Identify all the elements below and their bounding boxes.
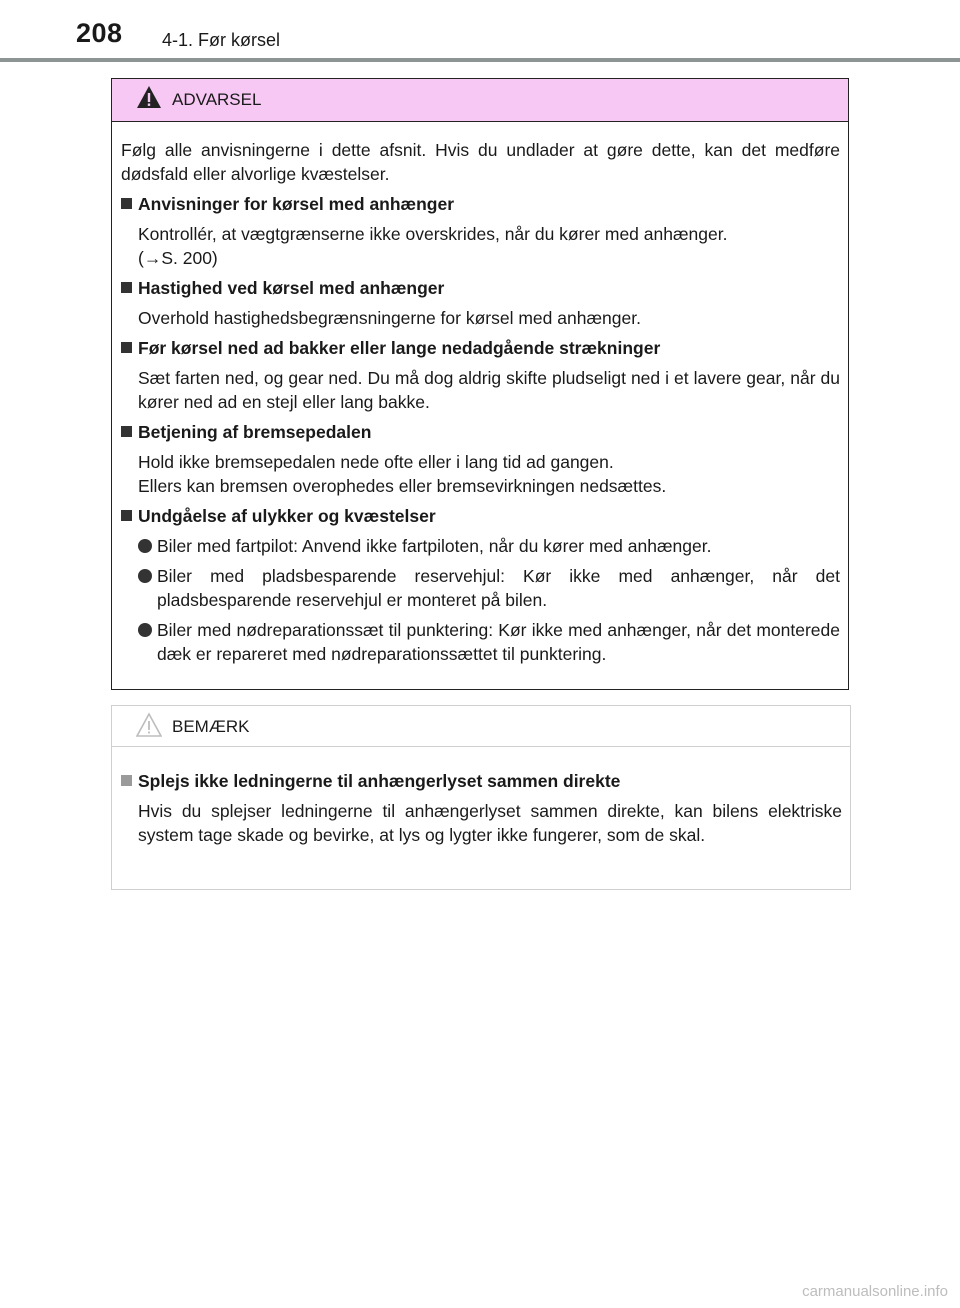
round-bullet-icon	[138, 569, 152, 583]
square-bullet-icon	[121, 342, 132, 353]
round-bullet-icon	[138, 539, 152, 553]
item-heading: Hastighed ved kørsel med anhænger	[138, 278, 445, 298]
item-text: Overhold hastighedsbegrænsningerne for kørsel med anhænger.	[138, 308, 641, 328]
square-bullet-icon	[121, 775, 132, 786]
item-text: Ellers kan bremsen overophedes eller bremsevirkningen nedsættes.	[138, 476, 667, 496]
arrow-right-icon: →	[143, 248, 162, 268]
list-item: Biler med pladsbesparende reservehjul: Kør ikke med anhænger, når det pladsbesparende reservehjul er monteret på bilen.	[121, 564, 840, 612]
square-bullet-icon	[121, 198, 132, 209]
warning-item	[121, 192, 840, 270]
square-bullet-icon	[121, 282, 132, 293]
item-heading: Splejs ikke ledningerne til anhængerlyset sammen direkte	[138, 771, 621, 791]
item-heading: Anvisninger for kørsel med anhænger	[138, 194, 455, 214]
square-bullet-icon	[121, 426, 132, 437]
list-item: Biler med nødreparationssæt til punktering: Kør ikke med anhænger, når det monterede dæk er repareret med nødreparationssættet til punktering.	[121, 618, 840, 666]
page-number: 208	[76, 18, 123, 48]
warning-body	[112, 122, 848, 666]
item-text: Hvis du splejser ledningerne til anhængerlyset sammen direkte, kan bilens elektriske system tage skade og bevirke, at lys og lygter ikke fungerer, som de skal.	[138, 801, 842, 845]
notice-box	[111, 705, 851, 890]
notice-body	[112, 747, 850, 847]
warning-item	[121, 336, 840, 414]
warning-triangle-filled-icon	[136, 85, 162, 114]
warning-intro: Følg alle anvisningerne i dette afsnit. Hvis du undlader at gøre dette, kan det medføre dødsfald eller alvorlige kvæstelser.	[121, 140, 840, 184]
item-text: Sæt farten ned, og gear ned. Du må dog aldrig skifte pludseligt ned i et lavere gear, når du kører ned ad en stejl eller lang bakke.	[138, 368, 840, 412]
warning-header	[112, 79, 848, 122]
warning-triangle-outline-icon	[136, 712, 162, 743]
item-heading: Før kørsel ned ad bakker eller lange nedadgående strækninger	[138, 338, 661, 358]
item-text: Hold ikke bremsepedalen nede ofte eller i lang tid ad gangen.	[138, 452, 614, 472]
notice-item	[121, 769, 842, 847]
watermark: carmanualsonline.info	[802, 1283, 948, 1300]
round-bullet-icon	[138, 623, 152, 637]
square-bullet-icon	[121, 510, 132, 521]
item-heading: Betjening af bremsepedalen	[138, 422, 372, 442]
section-title: 4-1. Før kørsel	[162, 30, 281, 50]
warning-item	[121, 276, 840, 330]
item-heading: Undgåelse af ulykker og kvæstelser	[138, 506, 436, 526]
warning-item	[121, 504, 840, 666]
warning-title: ADVARSEL	[172, 90, 262, 109]
warning-box	[111, 78, 849, 690]
list-item: Biler med fartpilot: Anvend ikke fartpiloten, når du kører med anhænger.	[121, 534, 840, 558]
page-reference: (→S. 200)	[138, 248, 218, 268]
header-divider	[0, 58, 960, 62]
notice-title: BEMÆRK	[172, 717, 250, 736]
item-text: Kontrollér, at vægtgrænserne ikke overskrides, når du kører med anhænger.	[138, 224, 728, 244]
notice-header	[112, 706, 850, 747]
warning-item	[121, 420, 840, 498]
